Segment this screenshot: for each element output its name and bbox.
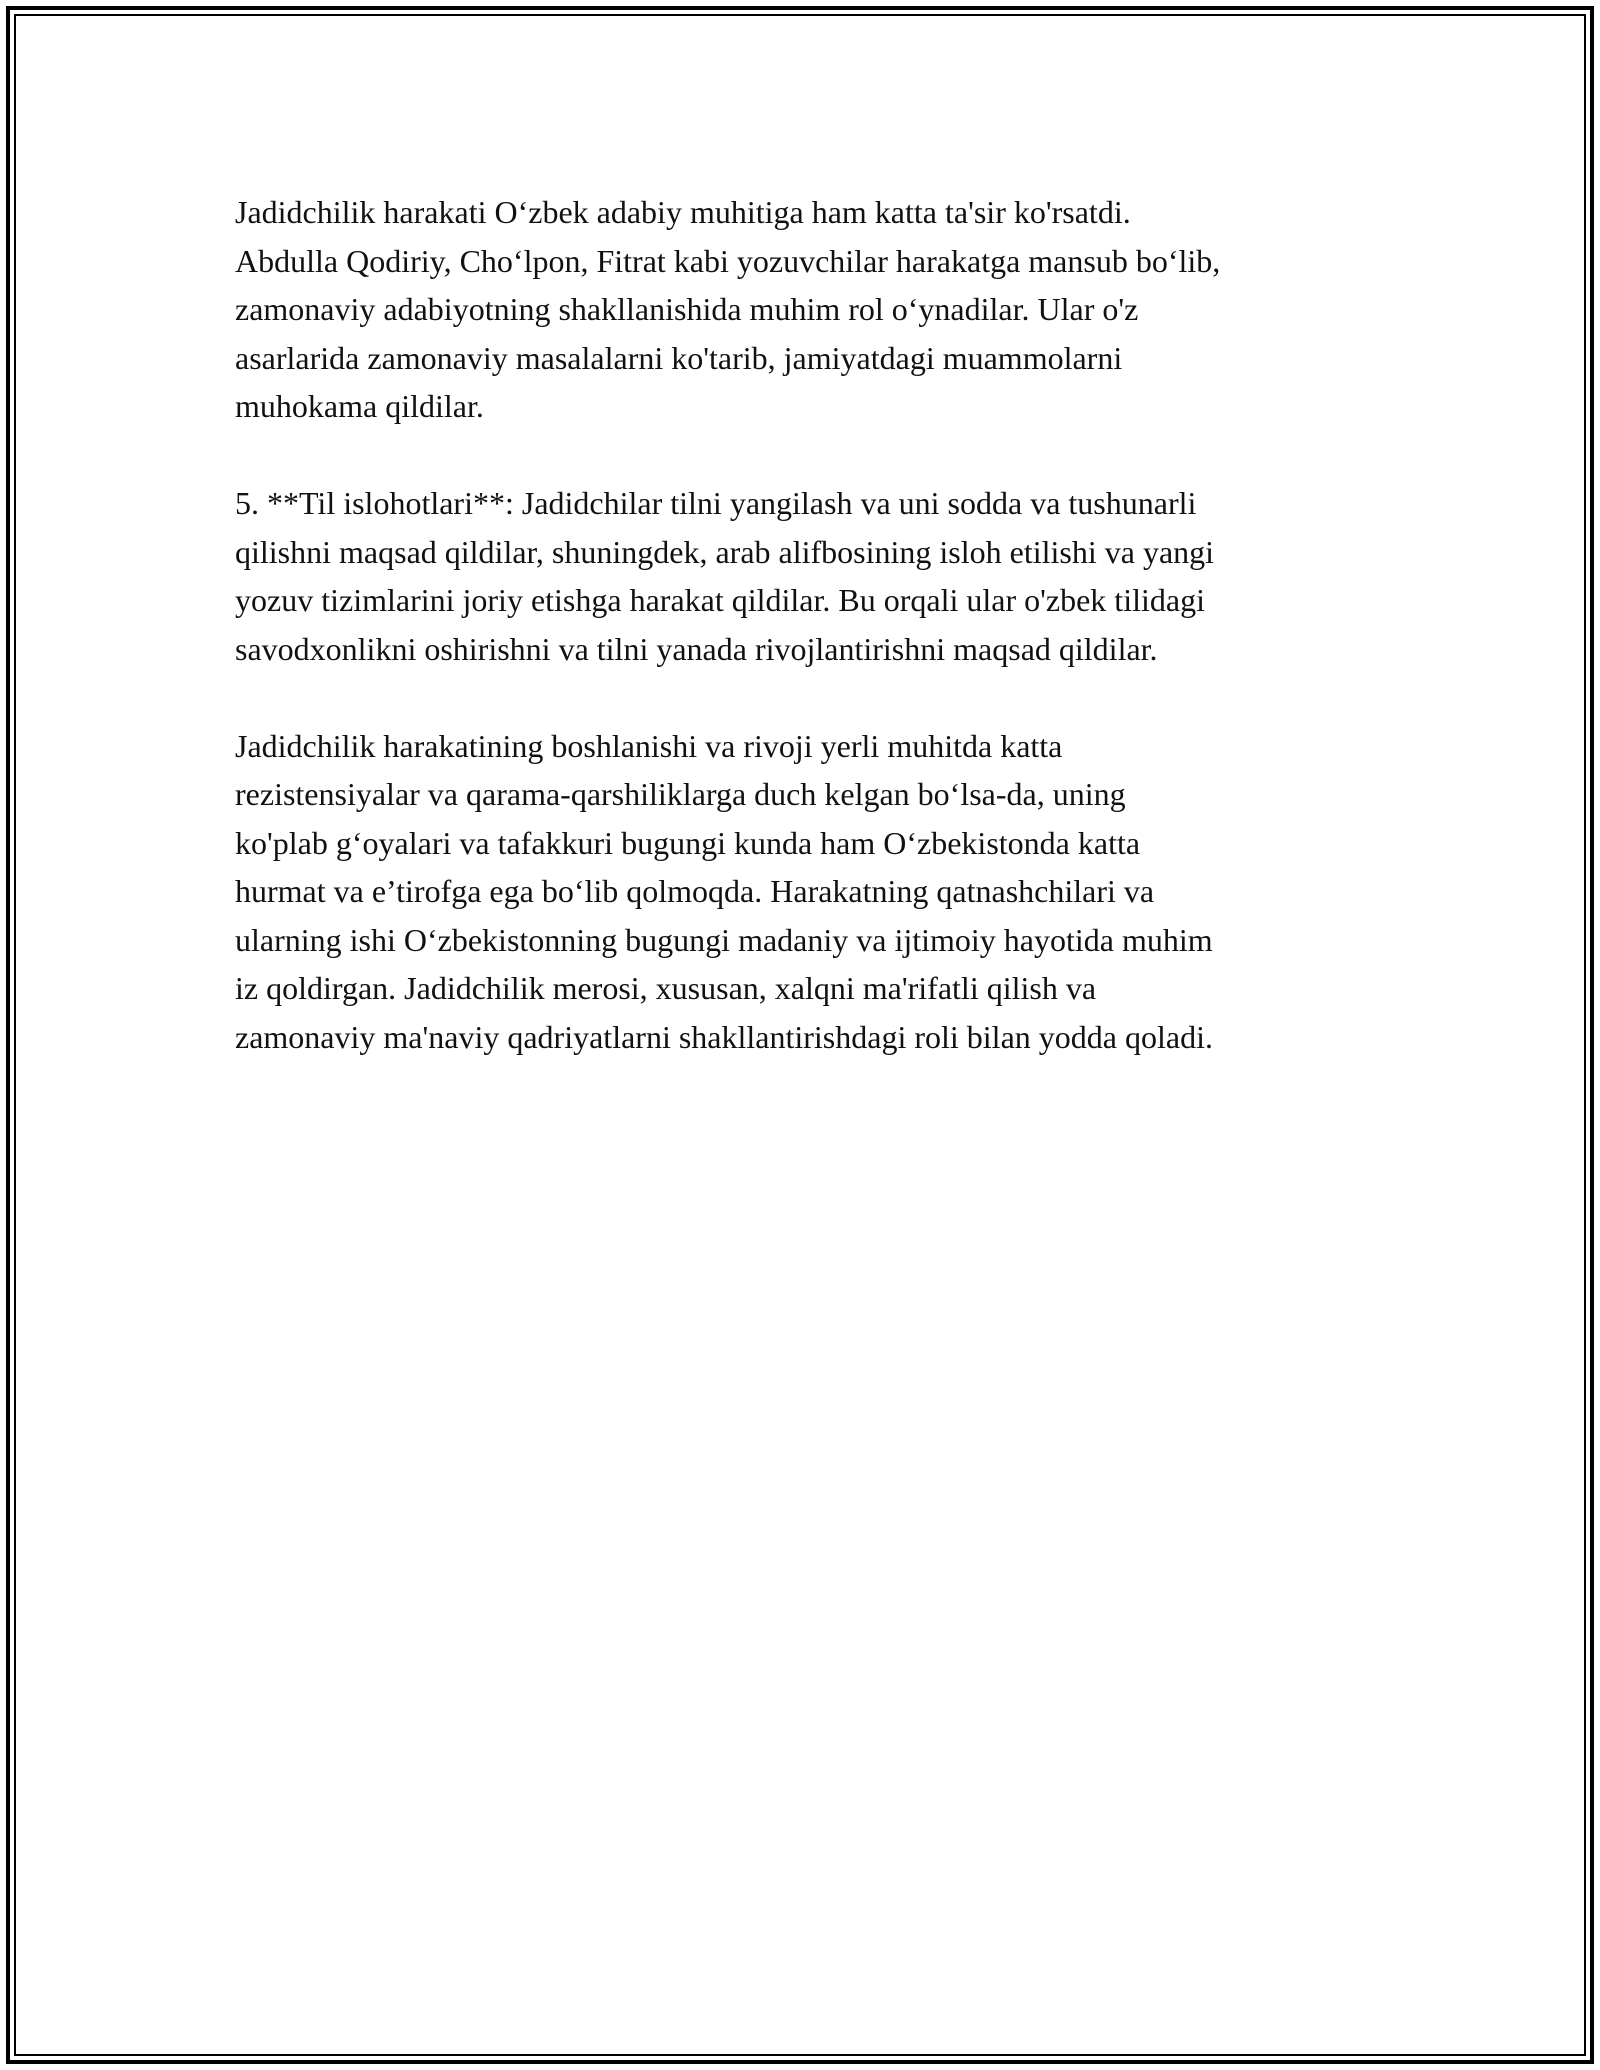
- paragraph-language-reforms: 5. **Til islohotlari**: Jadidchilar tilni yangilash va uni sodda va tushunarli qilishni maqsad qildilar, shuningdek, arab alifbosining isloh etilishi va yangi yozuv tizimlarini joriy etishga harakat qildilar. Bu orqali ular o'zbek tilidagi savodxonlikni oshirishni va tilni yanada rivojlantirishni maqsad qildilar.: [235, 485, 1215, 667]
- paragraph-legacy: Jadidchilik harakatining boshlanishi va rivoji yerli muhitda katta rezistensiyalar va qarama-qarshiliklarga duch kelgan bo‘lsa-da, uning ko'plab g‘oyalari va tafakkuri bugungi kunda ham O‘zbekistonda katta hurmat va e’tirofga ega bo‘lib qolmoqda. Harakatning qatnashchilari va ularning ishi O‘zbekistonning bugungi madaniy va ijtimoiy hayotida muhim iz qoldirgan. Jadidchilik merosi, xususan, xalqni ma'rifatli qilish va zamonaviy ma'naviy qadriyatlarni shakllantirishdagi roli bilan yodda qoladi.: [235, 727, 1213, 1055]
- document-body: [235, 188, 1385, 1061]
- paragraph-literary-influence: Jadidchilik harakati O‘zbek adabiy muhitiga ham katta ta'sir ko'rsatdi. Abdulla Qodiriy, Cho‘lpon, Fitrat kabi yozuvchilar harakatga mansub bo‘lib, zamonaviy adabiyotning shakllanishida muhim rol o‘ynadilar. Ular o'z asarlarida zamonaviy masalalarni ko'tarib, jamiyatdagi muammolarni muhokama qildilar.: [235, 194, 1221, 424]
